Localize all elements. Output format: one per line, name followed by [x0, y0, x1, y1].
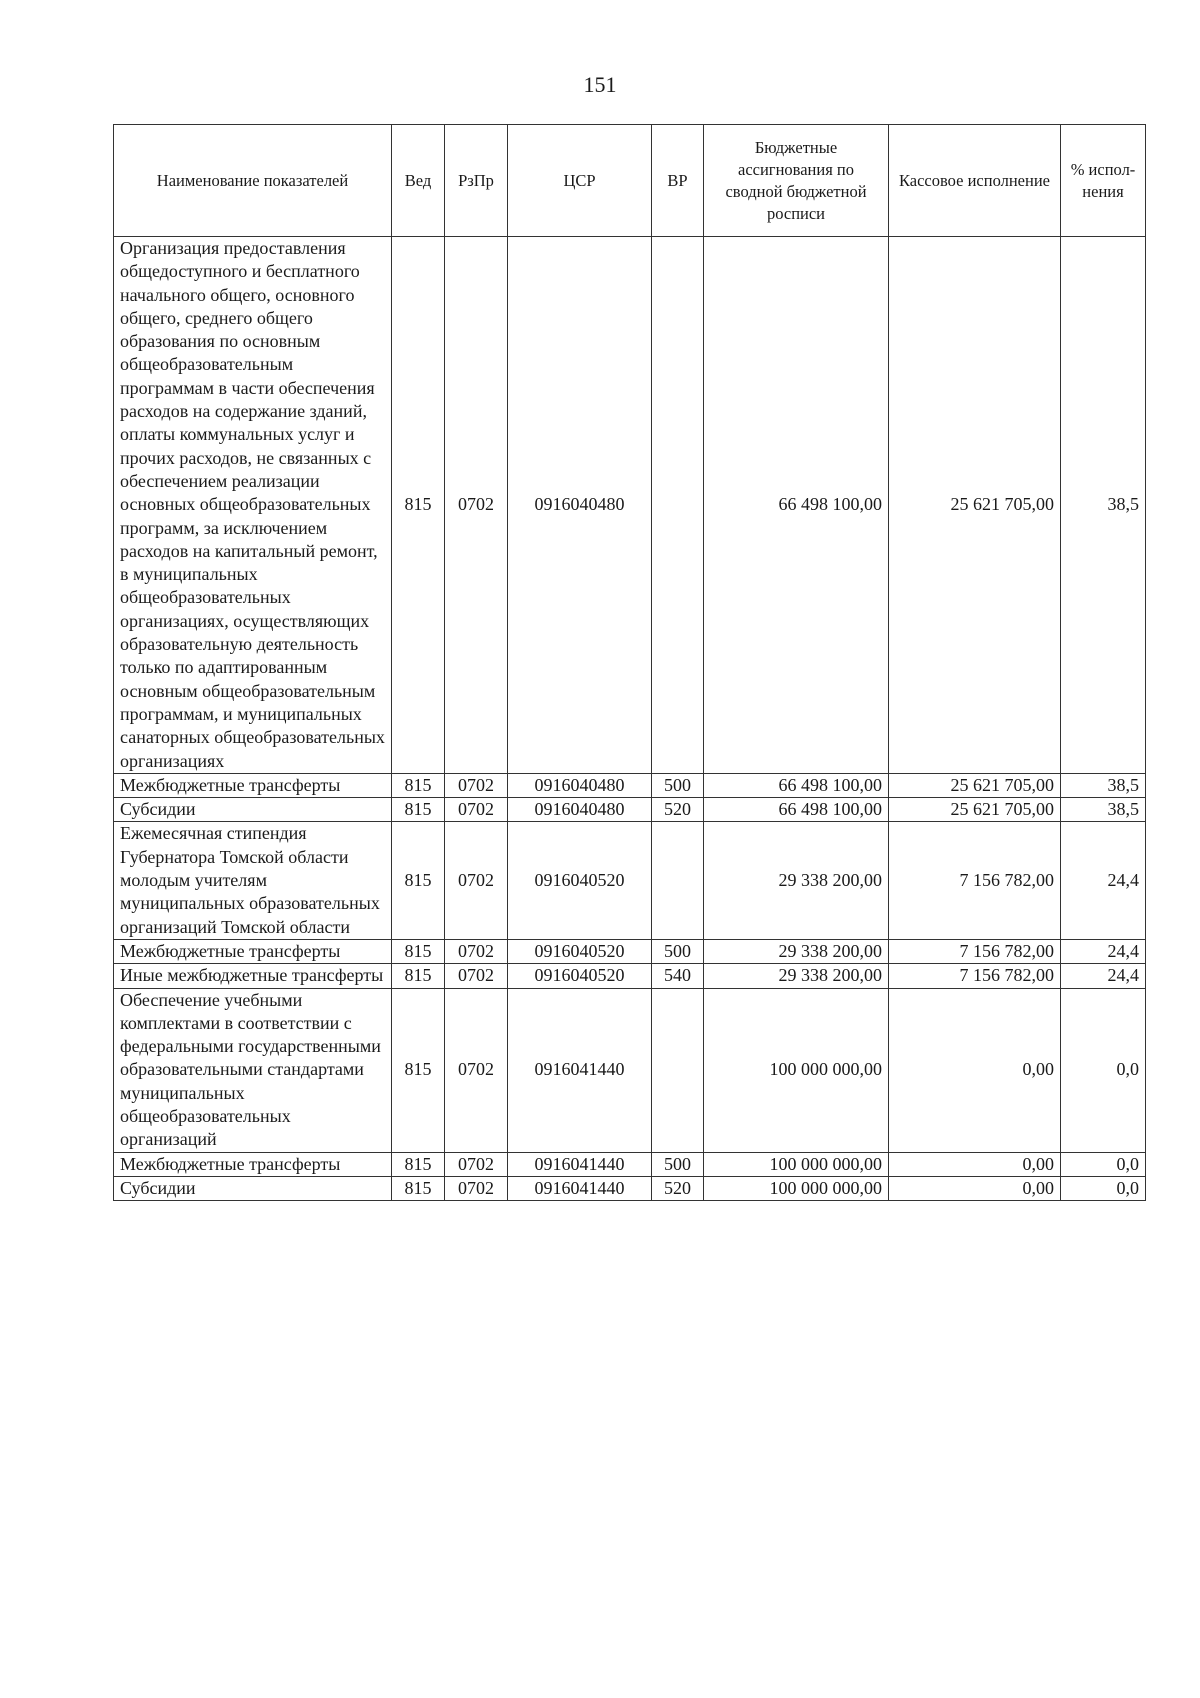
- row-vr: [652, 822, 704, 939]
- row-percent: 24,4: [1061, 939, 1146, 963]
- row-name: Межбюджетные трансферты: [114, 939, 392, 963]
- row-rzpr: 0702: [445, 1176, 508, 1200]
- row-ved: 815: [392, 773, 445, 797]
- row-percent: 38,5: [1061, 798, 1146, 822]
- row-budget: 100 000 000,00: [704, 988, 889, 1152]
- row-rzpr: 0702: [445, 773, 508, 797]
- table-row: [114, 1152, 1146, 1176]
- row-budget: 29 338 200,00: [704, 822, 889, 939]
- table-row: [114, 822, 1146, 939]
- row-cash: 0,00: [889, 1152, 1061, 1176]
- table-row: [114, 988, 1146, 1152]
- row-cash: 7 156 782,00: [889, 964, 1061, 988]
- row-rzpr: 0702: [445, 798, 508, 822]
- row-rzpr: 0702: [445, 939, 508, 963]
- header-csr: ЦСР: [508, 125, 652, 237]
- row-name: Организация предоставления общедоступного и бесплатного начального общего, основного общего, среднего общего образования по основным общеобразовательным программам в части обеспечения расходов на содержание зданий, оплаты коммунальных услуг и прочих расходов, не связанных с обеспечением реализации основных общеобразовательных программ, за исключением расходов на капитальный ремонт, в муниципальных общеобразовательных организациях, осуществляющих образовательную деятельность только по адаптированным основным общеобразовательным программам, и муниципальных санаторных общеобразовательных организациях: [114, 237, 392, 774]
- row-cash: 7 156 782,00: [889, 939, 1061, 963]
- row-cash: 25 621 705,00: [889, 798, 1061, 822]
- row-rzpr: 0702: [445, 988, 508, 1152]
- row-vr: [652, 988, 704, 1152]
- row-vr: 500: [652, 1152, 704, 1176]
- row-cash: 25 621 705,00: [889, 773, 1061, 797]
- table-row: [114, 964, 1146, 988]
- row-budget: 100 000 000,00: [704, 1152, 889, 1176]
- header-cash: Кассовое исполнение: [889, 125, 1061, 237]
- row-csr: 0916040520: [508, 939, 652, 963]
- row-csr: 0916040520: [508, 964, 652, 988]
- header-budget: Бюджетные ассигнования по сводной бюджетной росписи: [704, 125, 889, 237]
- table-body: [114, 237, 1146, 1201]
- row-name: Межбюджетные трансферты: [114, 1152, 392, 1176]
- row-cash: 7 156 782,00: [889, 822, 1061, 939]
- budget-table: [113, 124, 1146, 1201]
- row-budget: 66 498 100,00: [704, 237, 889, 774]
- table-row: [114, 939, 1146, 963]
- row-ved: 815: [392, 1176, 445, 1200]
- row-csr: 0916040480: [508, 237, 652, 774]
- header-percent: % испол-нения: [1061, 125, 1146, 237]
- row-name: Субсидии: [114, 798, 392, 822]
- row-cash: 25 621 705,00: [889, 237, 1061, 774]
- row-csr: 0916041440: [508, 988, 652, 1152]
- row-name: Иные межбюджетные трансферты: [114, 964, 392, 988]
- row-csr: 0916040520: [508, 822, 652, 939]
- table-row: [114, 237, 1146, 774]
- row-name: Ежемесячная стипендия Губернатора Томской области молодым учителям муниципальных образовательных организаций Томской области: [114, 822, 392, 939]
- row-name: Субсидии: [114, 1176, 392, 1200]
- row-percent: 38,5: [1061, 773, 1146, 797]
- row-vr: 540: [652, 964, 704, 988]
- row-percent: 38,5: [1061, 237, 1146, 774]
- row-csr: 0916041440: [508, 1152, 652, 1176]
- row-ved: 815: [392, 939, 445, 963]
- row-budget: 100 000 000,00: [704, 1176, 889, 1200]
- row-budget: 29 338 200,00: [704, 964, 889, 988]
- row-budget: 66 498 100,00: [704, 773, 889, 797]
- header-vr: ВР: [652, 125, 704, 237]
- row-rzpr: 0702: [445, 964, 508, 988]
- row-ved: 815: [392, 1152, 445, 1176]
- row-cash: 0,00: [889, 988, 1061, 1152]
- row-ved: 815: [392, 964, 445, 988]
- row-percent: 24,4: [1061, 822, 1146, 939]
- header-rzpr: РзПр: [445, 125, 508, 237]
- row-csr: 0916040480: [508, 773, 652, 797]
- row-ved: 815: [392, 988, 445, 1152]
- header-ved: Вед: [392, 125, 445, 237]
- row-vr: 500: [652, 773, 704, 797]
- row-percent: 0,0: [1061, 1176, 1146, 1200]
- row-vr: [652, 237, 704, 774]
- table-row: [114, 1176, 1146, 1200]
- row-percent: 0,0: [1061, 1152, 1146, 1176]
- table-header: [114, 125, 1146, 237]
- row-vr: 520: [652, 798, 704, 822]
- row-csr: 0916041440: [508, 1176, 652, 1200]
- row-vr: 500: [652, 939, 704, 963]
- row-name: Обеспечение учебными комплектами в соответствии с федеральными государственными образовательными стандартами муниципальных общеобразовательных организаций: [114, 988, 392, 1152]
- row-cash: 0,00: [889, 1176, 1061, 1200]
- row-rzpr: 0702: [445, 822, 508, 939]
- row-vr: 520: [652, 1176, 704, 1200]
- row-csr: 0916040480: [508, 798, 652, 822]
- header-name: Наименование показателей: [114, 125, 392, 237]
- header-row: [114, 125, 1146, 237]
- table-row: [114, 773, 1146, 797]
- row-percent: 0,0: [1061, 988, 1146, 1152]
- row-budget: 66 498 100,00: [704, 798, 889, 822]
- row-rzpr: 0702: [445, 237, 508, 774]
- row-budget: 29 338 200,00: [704, 939, 889, 963]
- row-percent: 24,4: [1061, 964, 1146, 988]
- table-row: [114, 798, 1146, 822]
- row-ved: 815: [392, 822, 445, 939]
- page-number: 151: [583, 72, 617, 97]
- row-name: Межбюджетные трансферты: [114, 773, 392, 797]
- row-ved: 815: [392, 798, 445, 822]
- row-rzpr: 0702: [445, 1152, 508, 1176]
- row-ved: 815: [392, 237, 445, 774]
